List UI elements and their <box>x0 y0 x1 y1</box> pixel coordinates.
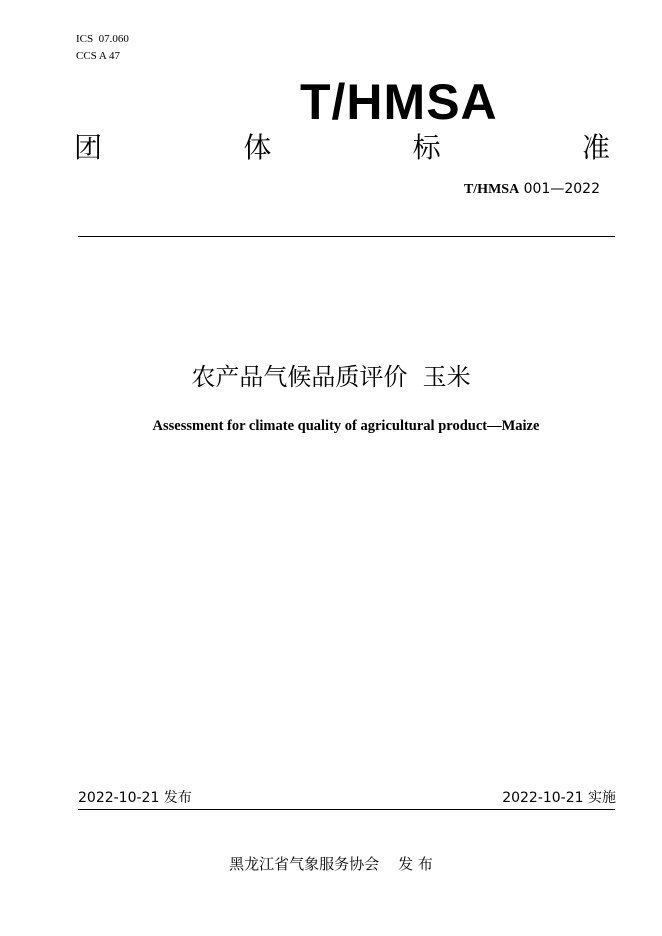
series-code-logo: T/HMSA <box>300 74 498 130</box>
standard-type-char: 准 <box>581 131 610 164</box>
standard-number <box>464 180 600 199</box>
standard-type-char: 体 <box>243 131 272 164</box>
bottom-divider <box>78 809 615 810</box>
standard-type-char: 团 <box>74 131 103 164</box>
standard-type-char: 标 <box>412 131 441 164</box>
effective-date: 2022-10-21 实施 <box>502 790 616 806</box>
top-divider <box>78 236 615 237</box>
issue-date: 2022-10-21 发布 <box>78 790 192 806</box>
ics-code: ICS 07.060 <box>76 33 129 45</box>
publisher: 黑龙江省气象服务协会 发 布 <box>229 855 433 873</box>
title-english: Assessment for climate quality of agricultural product—Maize <box>152 418 540 434</box>
ccs-code: CCS A 47 <box>76 50 121 62</box>
standard-number-prefix: T/HMSA <box>463 182 520 197</box>
title-chinese: 农产品气候品质评价 玉米 <box>191 363 471 391</box>
standard-number-value: 001—2022 <box>523 181 600 197</box>
standard-type <box>74 130 610 166</box>
